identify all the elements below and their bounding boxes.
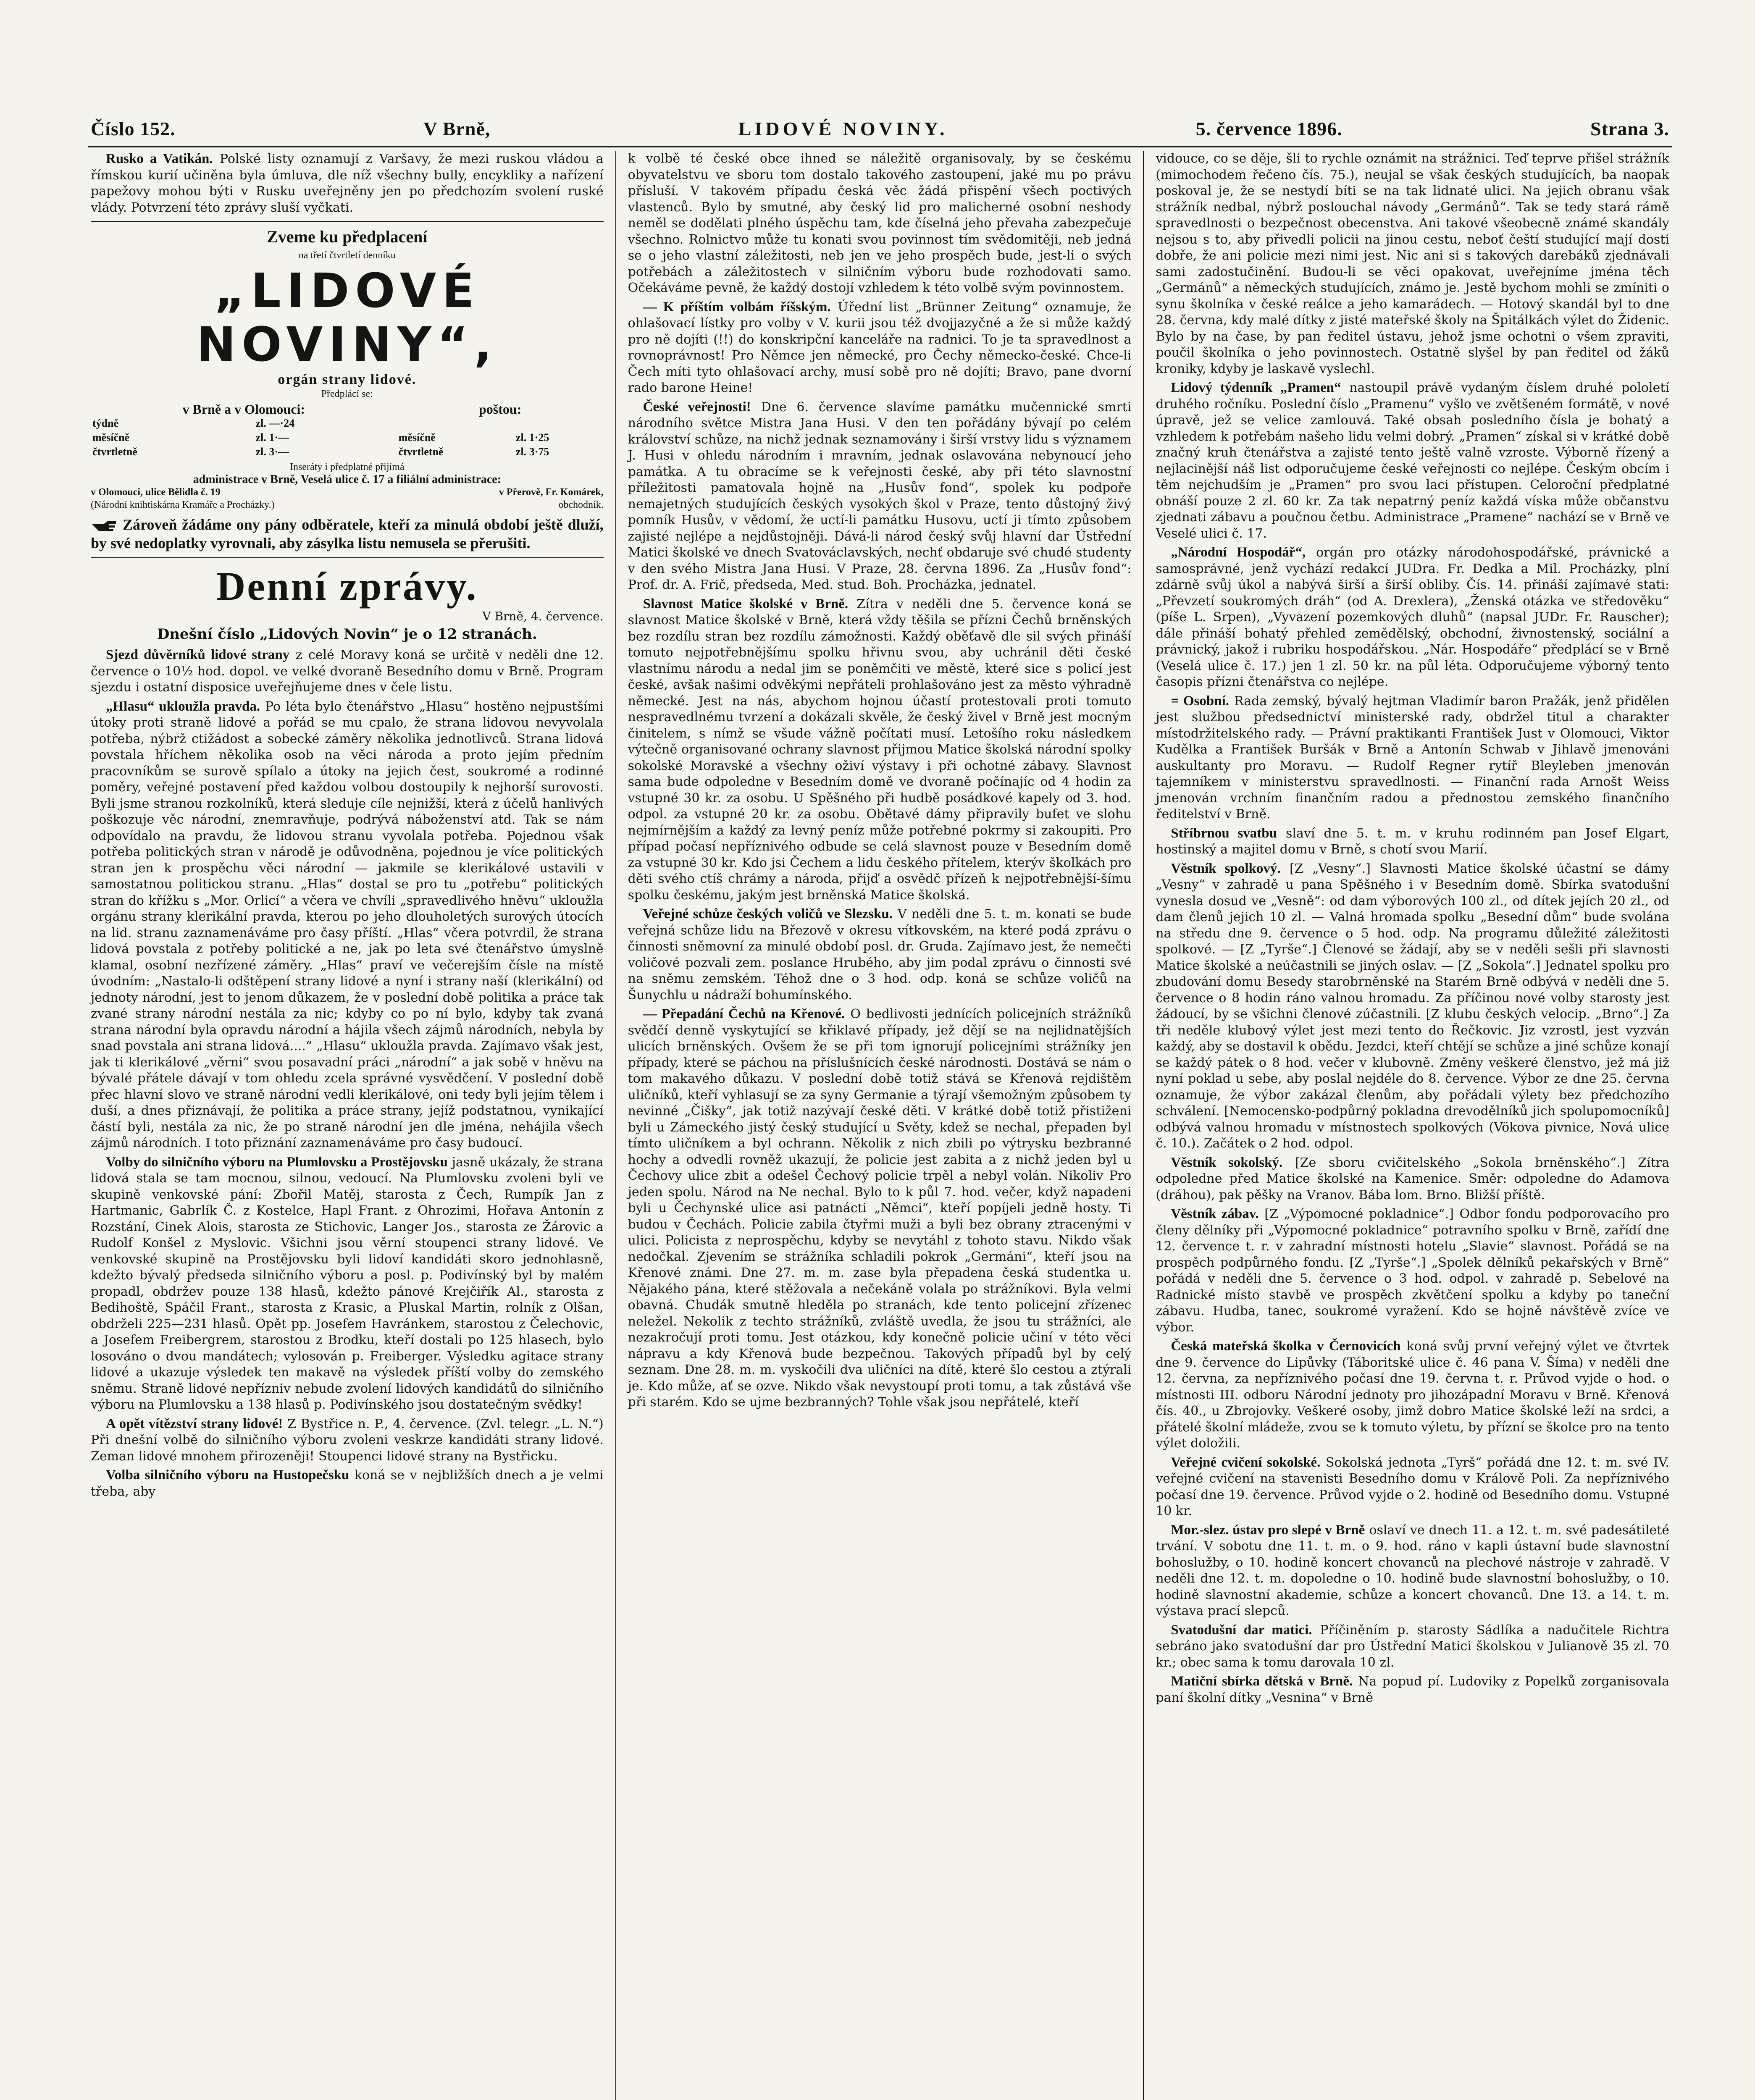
article-lead: — Přepadání Čechů na Křenové.	[643, 1006, 845, 1021]
office-prerov-note: obchodník.	[558, 499, 604, 510]
article-sokolsky	[1156, 1155, 1669, 1204]
columns	[88, 151, 1672, 2100]
divider	[91, 557, 604, 558]
prices-intro: Předplácí se:	[321, 388, 373, 399]
subscription-subtitle: na třetí čtvrtletí denníku	[298, 250, 396, 261]
price-row	[91, 430, 604, 445]
article-text: [Z „Vesny“.] Slavnosti Matice školské účastní se dámy „Vesny“ v zahradě u pana Spěšného i v Besedním domě. Sbírka svatodušní vynesla dosud ve „Vesně“: od dam výborových 100 zl., od dítek jejích 20 zl., od dam členů jejich 10 zl. — Valná hromada spolku „Besední dům“ bude svolána na středu dne 9. července o 5 hod. odp. Na programu důležité záležitosti spolkové. — [Z „Tyrše“.] Členové se žádají, aby se v neděli sešli při slavnosti Matice školské a neúčastnili se jiných oslav. — [Z „Sokola“.] Jednatel spolku pro zbudování domu Besedy starobrněnské na Starém Brně odbývá v neděli dne 5. července o 8 hodin ráno valnou hromadu. Za příčinou nové volby starosty jest žádoucí, by se všichni členové zúčastnili. [Z klubu českých velocip. „Brno“.] Za tři neděle klubový výlet jest mezi tento do Řečkovic. Jiz vzrostl, jest vyzván každý, aby se dostavil k obědu. Jezdci, kteří chtějí se schůze a jiné schůze konají se každý pátek o 8 hod. večer v klubovně. Změny veškeré členstvo, jež má již nyní poklad u sebe, aby poslal nejdéle do 8. července. Výbor ze dne 25. června oznamuje, že výbor zakázal členům, aby pořádali výlety bez předchozího schválení. [Nemocensko-podpůrný pokladna drevodělníků jich spolupomocníků] odbývá valnou hromadu v místnostech spolkových (Vökova pivnice, Nová ulice č. 10.). Začátek o 2 hod. odpol.	[1156, 861, 1669, 1151]
subscription-title: Zveme ku předplacení	[267, 227, 428, 246]
article-sjezd	[91, 647, 604, 696]
price-value: zl. 1·25	[515, 431, 549, 444]
paper-name: LIDOVÉ NOVINY.	[738, 118, 948, 139]
article-lead: Volba silničního výboru na Hustopečsku	[106, 1467, 349, 1483]
issue-notice: Dnešní číslo „Lidových Novin“ je o 12 stranách.	[157, 626, 537, 643]
article-lead: = Osobní.	[1171, 693, 1229, 709]
price-label	[397, 416, 514, 430]
article-text: Na popud pí. Ludoviky z Popelků zorganisovala paní školní dítky „Vesnina“ v Brně	[1156, 1674, 1669, 1705]
article-hlasu	[91, 698, 604, 1152]
article-text: Po léta bylo čtenářstvo „Hlasu“ hostěno nejpustšími útoky proti straně lidové a pořád se mu cpalo, že strana lidovou nevyvolala potřeba, nýbrž ctižádost a sobecké záměry několika jednotlivců. Strana lidová povstala hříchem několika osob na věci národa a proto jejím předním pracovníkům se surově spílalo a útoky na jejich čest, soukromé a rodinné poměry, veřejné postavení před každou volbou dostoupily k nejhorší surovosti. Byli jsme stranou rozkolníků, která sleduje cíle nejnižší, která z účelů hanlivých poškozuje věc národní, znemravňuje, podrývá náboženství atd. Tak se nám odpovídalo na pravdu, že lidovou stranu vyvolala potřeba. Pojednou však potřeba politických stran v národě je odůvodněna, pojednou je více politických stran jen k prospěchu věci národní — jakmile se klerikálové ustavili v samostatnou politickou stranu. „Hlas“ dostal se pro tu „potřebu“ politických stran do křížku s „Mor. Orlicí“ a včera ve chvíli „spravedlivého hněvu“ ukloužla orgánu strany klerikální pravda, kterou po jeho dlouholetých surových útocích na lid. stranu zaznamenáváme pro časy příští. „Hlas“ včera potvrdil, že strana lidová povstala z potřeby politické a ne, jak po leta své čtenářstvo úmyslně klamal, osobní nezřízené záměry. „Hlas“ praví ve večerejším čísle na místě úvodním: „Nastalo-li odštěpení strany lidové a nyní i strany naší (klerikální) od jednoty národní, jest to jenom důkazem, že v poslední době politika a práce tak zvané strany národní nestála za nic; kdyby co po ní bylo, kdyby tak zvaná strana národní byla opravdu národní a hájila všech zájmů národních, nebyla by snad povstala ani strana lidová....“ „Hlasu“ ukloužla pravda. Zajímavo však jest, jak ti klerikálové „věrni“ svou posavadní práci „národní“ a jak sobě v hněvu na bývalé přátele dávají v tom ohledu zcela správné vysvědčení. V poslední době přec hlavní slovo ve straně národní vedli klerikálové, oni tedy byli jejím tělem i duší, a dnes přiznávají, že politika a práce strany, jejíž podstatnou, vynikající částí byli, nestála za nic, že po straně národní jen dle jména, nehájila všech zájmů národních. I toto přiznání zaznamenáváme pro časy budoucí.	[91, 699, 604, 1150]
article-lead: Matiční sbírka dětská v Brně.	[1171, 1674, 1353, 1689]
issue-number: Číslo 152.	[91, 118, 176, 139]
article-krenove	[628, 1006, 1132, 1411]
article-zabav	[1156, 1206, 1669, 1336]
article-continuation: k volbě té české obce ihned se náležitě organisovaly, by se českému obyvatelstvu ve sboru tom dostalo takového zastoupení, jaké mu po právu přísluší. V takovém případu česká věc žádá přispění všech poctivých vlastenců. Bylo by smutné, aby český lid pro malicherné osobní neshody neměl se dodělati plného úspěchu tam, kde číselná jeho převaha zabezpečuje všechno. Rolnictvo může tu konati svou povinnost tím svědomitěji, neb jedná se o jeho vlastní záležitosti, neb jen ve jeho prospěch bude, jest-li o svých potřebách a záležitostech v silničním výboru bude rozhodovati samo. Očekáváme pevně, že každý dostojí vzhledem k této volbě svým povinnostem.	[628, 151, 1132, 295]
price-value	[514, 416, 604, 430]
article-text: orgán pro otázky národohospodářské, právnické a samosprávné, jenž vychází redakcí JUDra. Fr. Dedka a Mil. Procházky, plní zdárně svůj úkol a nabývá širší a širší obliby. Čís. 14. přináší zajímavé stati: „Převzetí soukromých dráh“ (od A. Drexlera), „Ženská otázka ve středověku“ (píše L. Srpen), „Vyvazení pozemkových dluhů“ (napsal JUDr. Fr. Rauscher); dále přináší bohatý přehled zemědělský, obchodní, živnostenský, sociální a právnický, jakož i rubriku hospodářskou. „Nár. Hospodáře“ předplácí se v Brně (Veselá ulice č. 17.) jen 1 zl. 50 kr. na půl léta. Odporučujeme výborný tento časopis přízni čtenářstva co nejlépe.	[1156, 545, 1669, 689]
column-1	[88, 151, 616, 2100]
article-hustopec	[91, 1467, 604, 1500]
price-label: čtvrtletně	[398, 446, 444, 458]
article-text: jasně ukázaly, že strana lidová stala se tam mocnou, silnou, vedoucí. Na Plumlovsku zvoleni byli ve skupině venkovské pání: Zbořil Matěj, starosta z Čech, Rumpík Jan z Hartmanic, Gabrlík Č. z Kostelce, Hapl Frant. z Ohrozimi, Hořava Antonín z Rozstání, Cinek Alois, starosta ze Stichovic, Langer Jos., starosta ze Žárovic a Rudolf Konšel z Myslovic. Všichni jsou věrní stoupenci strany lidové. Ve venkovské skupině na Prostějovsku byli lidoví kandidáti skoro jednohlasně, kdežto bývalý předseda silničního výboru a posl. p. Podivínský byl by malém propadl, obdržev pouze 138 hlasů, kdežto pánové Krejčiřík Al., starosta z Bedihoště, Spáčil Frant., starosta z Krasic, a Pluskal Martin, rolník z Olšan, obdrželi 225—231 hlasů. Opět pp. Josefem Havránkem, starostou z Čelechovic, a Josefem Freibergrem, starostou z Brodku, kteří dostali po 125 hlasech, bylo losováno o dvou mandátech; vylosován p. Freiberger. Výsledku agitace strany lidové a ukazuje výsledek ten makavě na výsledek příští volby do zemského sněmu. Straně lidové nepřízniv nebude zvolení lidových kandidátů do silničního výboru na Plumlovsku a 138 hlasů p. Podivínského jsou dostatečným svědky!	[91, 1155, 604, 1412]
article-pramen	[1156, 380, 1669, 542]
article-lead: Věstník spolkový.	[1171, 861, 1281, 876]
article-lead: Věstník sokolský.	[1171, 1155, 1283, 1170]
newspaper-page	[88, 118, 1672, 2100]
article-lead: „Hlasu“ ukloužla pravda.	[106, 698, 260, 714]
divider	[91, 221, 604, 222]
article-lead: České veřejnosti!	[643, 399, 751, 415]
price-table	[91, 402, 604, 459]
article-lead: Česká mateřská školka v Černovicích	[1171, 1339, 1401, 1354]
price-label: měsíčně	[398, 431, 436, 444]
article-text: oslaví ve dnech 11. a 12. t. m. své padesátileté trvání. V sobotu dne 11. t. m. o 9. hod. ráno v kapli ústavní bude slavnostní bohoslužby, o 10. hodině koncert chovanců na plechové nástroje v zahradě. V neděli dne 12. t. m. dopoledne o 10. hodině bude slavnostní bohoslužby, o 10. hodině slavnostní akademie, schůze a koncert chovanců. Dne 13. a 14. t. m. výstava prací slepců.	[1156, 1522, 1669, 1618]
article-text: slaví dne 5. t. m. v kruhu rodinném pan Josef Elgart, hostinský a majitel domu v Brně, s chotí svou Marií.	[1156, 826, 1669, 857]
article-sbirka	[1156, 1673, 1669, 1706]
price-label: čtvrtletně	[92, 446, 137, 458]
article-lead: „Národní Hospodář“,	[1171, 545, 1306, 560]
article-plumlov	[91, 1154, 604, 1413]
article-spolky	[1156, 861, 1669, 1152]
article-text: Dne 6. července slavíme památku mučennické smrti národního světce Mistra Jana Husi. V den ten pořádány bývají po celém království schůze, na nichž jednak seznamovány i širší vrstvy lidu s významem J. Husi v ohledu národním i mravním, jednak oslavována nebynoucí jeho památka. A tu obracíme se k veřejnosti české, aby při této slavnostní příležitosti pamatovala hojně na „Husův fond“, spolek ku podpoře nemajetných studujících českých vysokých škol v Praze, tento důstojný živý pomník Husův, v vědomí, že uctí-li památku Husovu, uctí ji tímto způsobem zajisté nejlépe a nejdůstojněji. Dává-li národ český svůj hlavní dar Ústřední Matici školské ve dnech Svatováclavských, nechť obdaruje své chudé studenty v den svého Mistra Jana Husi. V Praze, 28. června 1896. Za „Husův fond“: Prof. dr. A. Frič, předseda, Med. stud. Boh. Procházka, jednatel.	[628, 399, 1132, 592]
article-bystrice	[91, 1416, 604, 1465]
article-text: Rada zemský, bývalý hejtman Vladimír baron Pražák, jenž přidělen jest službou předsednictví ministerské rady, obdržel titul a charakter místodržitelského rady. — Právní praktikanti František Just v Olomouci, Viktor Kudělka a František Buršák v Brně a Antonín Schwab v Jihlavě jmenováni auskultanty pro Moravu. — Rudolf Regner rytíř Bleyleben jmenován tajemníkem v ministerstvu spravedlnosti. — Finanční rada Arnošt Weiss jmenován vrchním finančním radou a přednostou zemského finančního ředitelství v Brně.	[1156, 693, 1669, 822]
article-text: Úřední list „Brünner Zeitung“ oznamuje, že ohlašovací lístky pro volby v V. kurii jsou též dvojjazyčné a že si může každý pro ně dojíti (!!) do konskripční kanceláře na radnici. To je ta spravedlnost a rovnoprávnost! Pro Němce jen německé, pro Čechy německo-české. Chce-li Čech míti tyto ohlašovací archy, musí sobě pro ně dojíti; Bravo, pane dvorní rado barone Heine!	[628, 299, 1132, 395]
section-title: Denní zprávy.	[216, 564, 478, 609]
price-row	[91, 445, 604, 459]
article-hospodar	[1156, 544, 1669, 690]
article-lead: Stříbrnou svatbu	[1171, 825, 1277, 841]
dateline: V Brně, 4. července.	[482, 609, 604, 623]
article-text: [Ze sboru cvičitelského „Sokola brněnského“.] Zítra odpoledne před Matice školské na Kamenice. Směr: odpoledne do Adamova (dráhou), pak pěšky na Vranov. Bába lom. Brno. Bližší příště.	[1156, 1155, 1669, 1202]
article-text: O bedlivosti jednících policejních strážníků svědčí denně vyskytující se křiklavé případy, jež dějí se na nejlidnatějších ulicích brněnských. Ovšem že se při tom ignorují policejními strážníky jen případy, které se páchou na příslušnících české národnosti. Dostává se nám o tom makavého důkazu. V poslední době totiž stává se Křenová rejdištěm uličníků, kteří vyhlasují se za syny Germanie a týrají všemožným způsobem ty nevinné „Čišky“, jak totiž nazývají české děti. V krátké době totiž přistiženi byli u Zámeckého jistý český studující u Světy, kdež se nechal, přepaden byl tímto uličníkem a byl ochrann. Několik z nich zbili po výtrysku bezbranné hochy a odvedli rovněž ukazují, že policie jest zabita a z nichž jeden byl u Čechovy ulice zbit a odešel Čechový policie trpěl a nebyl volán. Nikoliv Pro jeden spolu. Národ na Ne nechal. Bylo to k půl 7. hod. večer, když napadeni byli u Čechynské ulice asi patnácti „Němci“, kteří popíjeli jedně hosty. Ti budou v Čechách. Policie zabila čtyřmi muži a byli bez obrany ztracenými v ulici. Policista z neprospěchu, kdyby se nevytáhl z tohoto stavu. Nikdo však nedočkal. Zjevením se strážníka schladili pokrok „Germáni“, kteří jsou na Křenové známi. Dne 27. m. m. zase byla přepadena česká studentka u. Nějakého pána, které stěžovala a nečekáně volala po strážníkovi. Byla velmi obavná. Chudák smutně hleděla po stranách, kde tento policejní zřízenec neležel. Nekolik z techto strážníků, zvláště uvedla, že jsou tu strážníci, ale nezakročují proti tomu. Jest otázkou, kdy konečně policie učiní v této věci nápravu a kdy Křenová bude bezpečnou. Takových případů byl by celý seznam. Dne 28. m. m. vyskočili dva uličníci na dítě, které šlo cestou a ztýrali je. Kdo může, ať se ozve. Nikdo však nevystoupí proti tomu, a tak zůstává vše při starém. Kdo se ujme bezbranných? Tohle však jsou nepřátelé, kteří	[628, 1007, 1132, 1410]
column-3	[1144, 151, 1672, 2100]
masthead: „LIDOVÉ NOVINY“,	[196, 264, 498, 372]
article-verejne-cviceni	[1156, 1454, 1669, 1520]
article-text: Sokolská jednota „Tyrš“ pořádá dne 12. t. m. své IV. veřejné cvičení na stavenisti Besedního domu v Králově Poli. Za nepříznivého počasí dne 19. července. Průvod vyjde o 2. hodině od Besedního domu. Vstupné 10 kr.	[1156, 1455, 1669, 1518]
article-materska	[1156, 1338, 1669, 1452]
article-matice	[628, 596, 1132, 904]
subscription-box	[91, 227, 604, 552]
article-lead: Veřejné schůze českých voličů ve Slezsku.	[643, 906, 893, 921]
column-2	[616, 151, 1144, 2100]
article-lead: Věstník zábav.	[1171, 1206, 1259, 1221]
ads-line: Inseráty i předplatné přijímá	[290, 462, 405, 472]
price-value: zl. 3·—	[255, 446, 289, 458]
warning-text: Zároveň žádáme ony pány odběratele, kteří za minulá období ještě dluží, by své nedoplatky vyrovnali, aby zásylka listu nemusela se přerušiti.	[91, 516, 604, 551]
article-text: z celé Moravy koná se určitě v neděli dne 12. července o 10½ hod. dopol. ve velké dvoraně Besedního domu v Brně. Program sjezdu i ostatní disposice uveřejňujeme dnes v čele listu.	[91, 648, 604, 695]
price-col-a: v Brně a v Olomouci:	[182, 402, 305, 417]
admin-line: administrace v Brně, Veselá ulice č. 17 a filiální administrace:	[193, 473, 502, 486]
article-text: koná se v nejbližších dnech a je velmi třeba, aby	[91, 1468, 604, 1499]
branch-offices	[91, 486, 604, 511]
article-lead: Rusko a Vatikán.	[106, 151, 213, 166]
article-text: [Z „Výpomocné pokladnice“.] Odbor fondu podporovacího pro členy dělníky při „Výpomocné pokladnice“ potravního spolku v Brně, zařídí dne 12. července t. r. v zahradní místnosti hotelu „Slavie“ slavnost. Pořádá se na prospěch podpůrného fondu. [Z „Tyrše“.] „Spolek dělníků pekařských v Brně“ pořádá v neděli dne 5. července o 3 hod. odpol. v zahradě p. Sebelové na Radnické místo stavbě ve prospěch zkvětčení spolku a kdyby po taneční zábavu. Hudba, tanec, soukromé vyražení. Kdo se hojně návštěvě zvíce ve výbor.	[1156, 1207, 1669, 1335]
price-label: týdně	[92, 417, 119, 429]
office-prerov: v Přerově, Fr. Komárek,	[499, 487, 604, 498]
article-text: Příčiněním p. starosty Sádlíka a nadučitele Richtra sebráno jako svatodušní dar pro Ústřední Matici školskou v Julianově 35 zl. 70 kr.; obec sama k tomu darovala 10 zl.	[1156, 1622, 1669, 1670]
article-ustav	[1156, 1522, 1669, 1620]
article-lead: — K příštím volbám říšským.	[643, 299, 831, 315]
issue-date: 5. července 1896.	[1195, 118, 1343, 139]
article-lead: Veřejné cvičení sokolské.	[1171, 1454, 1321, 1470]
article-osobni	[1156, 693, 1669, 823]
arrears-warning	[91, 515, 604, 552]
article-lead: Sjezd důvěrníků lidové strany	[106, 647, 290, 662]
article-dar	[1156, 1622, 1669, 1671]
article-text: Z Bystřice n. P., 4. července. (Zvl. telegr. „L. N.“) Při dnešní volbě do silničního výboru zvoleni veskrze kandidáti strany lidové. Zeman lidové mnohem přirozeněji! Stoupenci lidové strany na Bystřicku.	[91, 1416, 604, 1464]
article-lead: Slavnost Matice školské v Brně.	[643, 596, 849, 612]
article-slezsko	[628, 906, 1132, 1003]
price-col-b: poštou:	[478, 402, 522, 417]
article-svatba	[1156, 825, 1669, 858]
price-row	[91, 416, 604, 430]
article-text: nastoupil právě vydaným číslem druhé pololetí druhého ročníku. Poslední číslo „Pramenu“ vyšlo ve zvětšeném formátě, v nové úpravě, jež se velice zamlouvá. Také obsah posledního čísla je bohatý a vzhledem k potřebám našeho lidu velmi dobrý. „Pramen“ získal si v krátké době značný kruh čtenářstva a zajisté tento ještě valně vzroste. Výborně řízený a nejlacinější náš list odporučujeme české veřejnosti co nejlépe. Českým obcím i těm nejchudším je „Pramen“ pro svou laci přístupen. Celoroční předplatné obnáší pouze 2 zl. 60 kr. Za tak nepatrný peníz každá víska může občanstvu zjednati zábavu a poučnou četbu. Administrace „Pramene“ nachází se v Brně ve Veselé ulici č. 17.	[1156, 381, 1669, 541]
page-number: Strana 3.	[1590, 118, 1669, 139]
article-lead: Svatodušní dar matici.	[1171, 1622, 1312, 1638]
article-lead: Lidový týdenník „Pramen“	[1171, 380, 1341, 395]
header-rule	[88, 146, 1672, 147]
running-head	[88, 118, 1672, 146]
article-rissky	[628, 299, 1132, 396]
price-value: zl. 1·—	[255, 431, 289, 444]
office-olomouc: v Olomouci, ulice Bělidla č. 19	[91, 487, 221, 498]
article-rusko	[91, 151, 604, 216]
pointing-hand-icon	[91, 520, 118, 533]
article-lead: Mor.-slez. ústav pro slepé v Brně	[1171, 1522, 1365, 1538]
article-text: Zítra v neděli dne 5. července koná se slavnost Matice školské v Brně, která vždy těšila se přízni Čechů brněnských bez rozdílu stran bez rozdílu zámožnosti. Každý oběťavě dle sil svých přináší tomuto nejpotřebnějšímu spolku hřivnu svou, aby uchránil děti české vlastnímu národu a nedal jim se poněmčiti ve městě, které sice s policí jest české, avšak našimi odvěkými nepřáteli prohlašováno jest za město výhradně německé. Jest na nás, abychom hojnou účastí protestovali proti tomuto nespravedlnému tvrzení a dokázali skvěle, že český živel v Brně jest mocným činitelem, s nímž se všude vážně počítati musí. Letošího roku následkem výtečně organisované ochrany slavnost přijmou Matice školská národní spolky sokolské Moravské a všechny oživí výstavy i při ochotné zábavy. Slavnost sama bude odpoledne v Besedním domě ve dvoraně počínajíc od 4 hodin za vstupné 30 kr. za osobu. U Spěšného při hudbě posádkové kapely od 3. hod. odpol. za vstupné 20 kr. za osobu. Obětavé dámy připravily bufet ve slohu nejmírnějším a každý za levný peníz může potřebné pokrmy si zakoupiti. Pro případ počasí nepříznivého odbude se celá slavnost pouze v Besedním domě za vstupné 30 kr. Kdo jsi Čechem a lidu českého přítelem, kterýv školkách pro děti svého ctíš chrámy a národa, přijď a osvědč přízeň k nejpotřebnější-šímu spolku českému, jakým jest brněnská Matice školská.	[628, 596, 1132, 903]
article-text: koná svůj první veřejný výlet ve čtvrtek dne 9. července do Lipůvky (Táboritské ulice č. 46 pana V. Šíma) v neděli dne 12. června, za nepříznivého počasí dne 19. června t. r. Průvod vyjde o hod. o místnosti III. odboru Národní jednoty pro jihozápadní Moravu v Brně. Křenová čís. 40., u Zbrojovky. Veškeré osoby, jimž dobro Matice školské leží na srdci, a přátelé školní mládeže, zvou se k tomuto výletu, by přízní se školce pro na tento výlet doložili.	[1156, 1339, 1669, 1451]
price-value: zl. —·24	[255, 417, 295, 429]
office-olomouc-note: (Národní knihtiskárna Kramáře a Procházky.)	[91, 499, 275, 510]
article-continuation: vidouce, co se děje, šli to rychle oznámit na strážnici. Teď teprve přišel strážník (mimochodem řečeno čís. 75.), neujal se však českých studujících, ba naopak poskoval je, že se nestydí bíti se na tak lidnaté ulici. Na jejich obranu však strážník nedbal, nýbrž poslouchal návody „Germánů“. Tak se tedy stará rámě spravedlnosti o bezpečnost obecenstva. Ani takové všeobecně známé skandály nejsou s to, aby přivedli policii na jinou cestu, neboť čeští studující mají dosti dobře, že ani policie mezi nimi jest. Nic ani si s takových darebáků zjednávali sami zadostučinění. Budou-li se věci opakovat, uveřejníme jména těch „Germánů“ a německých studujících, známo je. Jestě bychom mohli se zmíniti o synu školníka v české reálce a jeho kamarádech. — Hotový skandál byl to dne 28. června, kdy malé dítky z jisté mateřské školy na Špitálkách výlet do Židenic. Bylo by na čase, by pan ředitel ústavu, jehož jsme ochotni o všem zpraviti, poučil školníka o jeho povinnostech. Ostatně slyšel by pan ředitel od žáků kroniky, kdyby je laskavě vyslechl.	[1156, 151, 1669, 376]
price-value: zl. 3·75	[515, 446, 549, 458]
article-text: Polské listy oznamují z Varšavy, že mezi ruskou vládou a římskou kurií učiněna byla úmluva, dle níž všechny bully, encykliky a nařízení papežovy mohou býti v Rusku uveřejněny jen po předchozím svolení ruské vlády. Potvrzení této zprávy sluší vyčkati.	[91, 152, 604, 215]
price-label: měsíčně	[92, 431, 130, 444]
city: V Brně,	[423, 118, 491, 139]
article-text: V neděli dne 5. t. m. konati se bude veřejná schůze lidu na Březově v okresu vítkovském, na které podá zprávu o činnosti sněmovní za minulé období posl. dr. Gruda. Zajímavo jest, že nemečti voličové pozvali zem. poslance Hrubého, aby jim podal zprávu o činnosti své na sněmu zemském. Téhož dne o 3 hod. odp. koná se schůze voličů na Šunychlu u nádraží bohumínského.	[628, 907, 1132, 1003]
article-verejnost	[628, 399, 1132, 593]
article-lead: Volby do silničního výboru na Plumlovsku a Prostějovsku	[106, 1154, 448, 1170]
organ-line: orgán strany lidové.	[278, 372, 417, 387]
article-lead: A opět vítězství strany lidové!	[106, 1416, 283, 1431]
